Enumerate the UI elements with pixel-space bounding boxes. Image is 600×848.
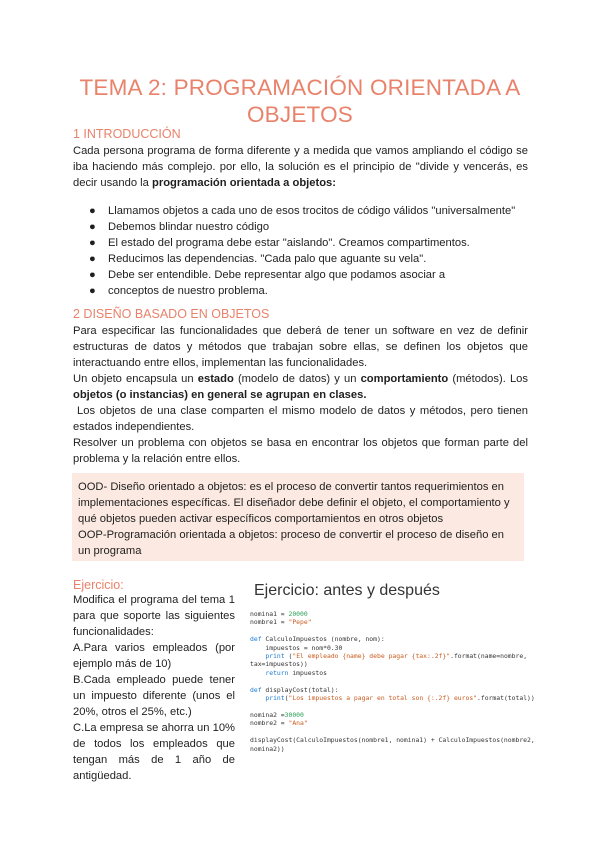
list-item: ● conceptos de nuestro problema. bbox=[89, 285, 268, 297]
intro-bold: programación orientada a objetos: bbox=[152, 177, 337, 189]
list-item: ● Reducimos las dependencias. "Cada palo que aguante su vela". bbox=[89, 253, 427, 265]
code-line: impuestos = nom*0.30 bbox=[250, 643, 343, 652]
intro-bullet-list bbox=[73, 203, 533, 299]
exercise-text bbox=[73, 592, 235, 784]
code-line: nombre1 = "Pepe" bbox=[250, 618, 312, 627]
ood-definition: OOD- Diseño orientado a objetos: es el proceso de convertir tantos requerimientos en implementaciones específicas. El diseñador debe definir el objeto, el comportamiento y qué objetos pueden activar específicos comportamientos en otros objetos bbox=[78, 481, 510, 525]
design-paragraph-4: Resolver un problema con objetos se basa en encontrar los objetos que forman parte del problema y la relación entre ellos. bbox=[73, 437, 528, 465]
oop-definition: OOP-Programación orientada a objetos: proceso de convertir el proceso de diseño en un programa bbox=[78, 529, 504, 557]
code-line bbox=[250, 677, 530, 685]
code-line: nomina2)) bbox=[250, 744, 285, 753]
code-line: def CalculoImpuestos (nombre, nom): bbox=[250, 635, 385, 644]
code-line: print ("El empleado {name} debe pagar {tax:.2f}".format(name=nombre, bbox=[265, 652, 528, 661]
design-paragraph-1: Para especificar las funcionalidades que deberá de tener un software en vez de definir estructuras de datos y métodos que trabajan sobre ellas, se definen los objetos que interactuando entre ellos, implementan las funcionalidades. bbox=[73, 325, 528, 369]
design-paragraph-3: Los objetos de una clase comparten el mismo modelo de datos y métodos, pero tienen estados independientes. bbox=[73, 405, 528, 433]
bullet-icon: ● bbox=[89, 237, 96, 249]
code-line: nomina2 =30000 bbox=[250, 710, 304, 719]
intro-text: Cada persona programa de forma diferente y a medida que vamos ampliando el código se iba haciendo más complejo. por ello, la solución es el principio de "divide y vencerás, es decir usando la bbox=[73, 145, 528, 189]
list-item: ● El estado del programa debe estar "aislando". Creamos compartimentos. bbox=[89, 237, 470, 249]
section-heading-intro: 1 INTRODUCCIÓN bbox=[73, 127, 181, 141]
intro-paragraph bbox=[73, 143, 528, 191]
code-line bbox=[250, 702, 530, 710]
list-item: ● Debe ser entendible. Debe representar algo que podamos asociar a bbox=[89, 269, 446, 281]
bullet-icon: ● bbox=[89, 285, 96, 297]
exercise-item-b: B.Cada empleado puede tener un impuesto diferente (unos el 20%, otros el 25%, etc.) bbox=[73, 674, 235, 718]
code-line bbox=[250, 627, 530, 635]
term-estado: estado bbox=[197, 373, 234, 385]
exercise-intro: Modifica el programa del tema 1 para que soporte las siguientes funcionalidades: bbox=[73, 594, 235, 638]
code-line: tax=impuestos)) bbox=[250, 660, 308, 669]
code-line: print("Los impuestos a pagar en total son {:.2f} euros".format(total)) bbox=[265, 694, 535, 703]
code-block bbox=[250, 610, 535, 753]
section-heading-design: 2 DISEÑO BASADO EN OBJETOS bbox=[73, 307, 270, 321]
exercise-item-c: C.La empresa se ahorra un 10% de todos los empleados que tengan más de 1 año de antigüedad. bbox=[73, 722, 235, 782]
code-heading: Ejercicio: antes y después bbox=[254, 582, 440, 599]
list-item: ● Debemos blindar nuestro código bbox=[89, 221, 270, 233]
term-objetos: objetos (o instancias) en general se agrupan en clases. bbox=[73, 389, 367, 401]
list-item: ● Llamamos objetos a cada uno de esos trocitos de código válidos "universalmente" bbox=[89, 205, 516, 217]
term-comportamiento: comportamiento bbox=[360, 373, 449, 385]
bullet-icon: ● bbox=[89, 269, 96, 281]
bullet-icon: ● bbox=[89, 253, 96, 265]
exercise-item-a: A.Para varios empleados (por ejemplo más de 10) bbox=[73, 642, 235, 670]
code-line: displayCost(CalculoImpuestos(nombre1, nomina1) + CalculoImpuestos(nombre2, bbox=[250, 736, 535, 745]
bullet-icon: ● bbox=[89, 205, 96, 217]
definitions-box bbox=[72, 473, 524, 561]
code-line: def displayCost(total): bbox=[250, 685, 339, 694]
code-screenshot bbox=[250, 582, 535, 772]
design-paragraph-2: Un objeto encapsula un estado (modelo de datos) y un comportamiento (métodos). Los objetos (o instancias) en general se agrupan en clases. bbox=[73, 373, 528, 401]
code-line: nombre2 = "Ana" bbox=[250, 719, 308, 728]
code-line: return impuestos bbox=[265, 668, 327, 677]
code-line: nomina1 = 20000 bbox=[250, 610, 308, 618]
code-line bbox=[250, 728, 530, 736]
page-title: TEMA 2: PROGRAMACIÓN ORIENTADA A OBJETOS bbox=[79, 75, 521, 127]
exercise-heading: Ejercicio: bbox=[73, 578, 124, 592]
bullet-icon: ● bbox=[89, 221, 96, 233]
